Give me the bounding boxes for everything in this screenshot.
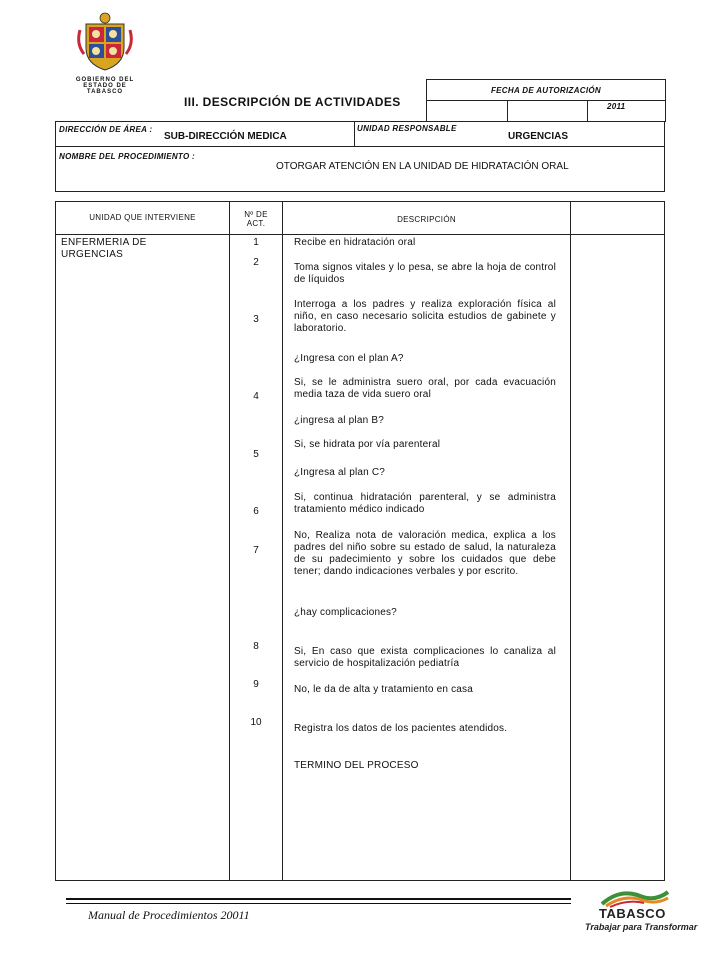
procedimiento-value: OTORGAR ATENCIÓN EN LA UNIDAD DE HIDRATACIÓN ORAL — [276, 161, 569, 172]
section-title: III. DESCRIPCIÓN DE ACTIVIDADES — [184, 95, 401, 109]
logo-line-3: TABASCO — [86, 89, 124, 95]
activity-description: No, Realiza nota de valoración medica, explica a los padres del niño sobre su estado de salud, la naturaleza de su padecimiento y sobre los cuidados que debe tener; dando indicaciones verbales y por escrito. — [294, 530, 556, 577]
act-number: 2 — [253, 257, 259, 268]
brand-name: TABASCO — [599, 906, 666, 921]
logo-line-1: GOBIERNO DEL — [75, 77, 135, 83]
direccion-label: DIRECCIÓN DE ÁREA : — [59, 125, 153, 134]
procedimiento-box — [55, 146, 665, 192]
fecha-label: FECHA DE AUTORIZACIÓN — [490, 86, 601, 95]
act-number: 1 — [253, 237, 259, 248]
activity-description: ¿hay complicaciones? — [294, 607, 397, 618]
activity-description: Recibe en hidratación oral — [294, 237, 416, 248]
col-unidad-header: UNIDAD QUE INTERVIENE — [89, 213, 196, 222]
col-divider-3 — [570, 202, 571, 880]
fecha-autorizacion-box — [426, 79, 666, 101]
fecha-divider-1 — [507, 100, 508, 121]
act-number: 5 — [253, 449, 259, 460]
activity-description: Si, se le administra suero oral, por cada evacuación media taza de vida suero oral — [294, 377, 556, 400]
fecha-year: 2011 — [607, 102, 626, 111]
direccion-divider — [354, 122, 355, 146]
act-number: 6 — [253, 506, 259, 517]
tabasco-swoosh-icon — [600, 886, 670, 908]
unidad-cell: ENFERMERIA DE URGENCIAS — [61, 237, 147, 260]
col-desc-header: DESCRIPCIÓN — [397, 215, 456, 224]
direccion-row — [55, 121, 665, 147]
footer-rule-thin — [66, 903, 571, 904]
activity-description: No, le da de alta y tratamiento en casa — [294, 684, 474, 695]
activity-description: ¿Ingresa con el plan A? — [294, 353, 404, 364]
tabasco-brand-logo — [585, 886, 698, 946]
activity-description: Registra los datos de los pacientes atendidos. — [294, 723, 508, 734]
footer-rule-thick — [66, 898, 571, 900]
act-number: 7 — [253, 545, 259, 556]
act-number: 4 — [253, 391, 259, 402]
shield-icon — [74, 10, 136, 72]
logo-line-2: ESTADO DE — [83, 83, 127, 89]
col-divider-2 — [282, 202, 283, 880]
fecha-divider-2 — [587, 100, 588, 121]
unidad-resp-label: UNIDAD RESPONSABLE — [357, 124, 457, 133]
manual-title: Manual de Procedimientos 20011 — [88, 908, 250, 922]
act-number: 10 — [250, 717, 262, 728]
state-logo — [74, 10, 136, 94]
activity-description: TERMINO DEL PROCESO — [294, 760, 419, 771]
activity-description: ¿ingresa al plan B? — [294, 415, 384, 426]
unidad-resp-value: URGENCIAS — [508, 131, 569, 142]
fecha-cells — [426, 100, 666, 122]
act-number: 8 — [253, 641, 259, 652]
procedimiento-label: NOMBRE DEL PROCEDIMIENTO : — [59, 152, 195, 161]
act-number: 3 — [253, 314, 259, 325]
activity-description: Toma signos vitales y lo pesa, se abre la hoja de control de líquidos — [294, 262, 556, 285]
activities-table — [55, 201, 665, 881]
col-act-header: Nº DE ACT. — [244, 210, 268, 228]
activity-description: Si, En caso que exista complicaciones lo canaliza al servicio de hospitalización pediatría — [294, 646, 556, 669]
col-divider-1 — [229, 202, 230, 880]
activity-description: ¿Ingresa al plan C? — [294, 467, 386, 478]
direccion-value: SUB-DIRECCIÓN MEDICA — [164, 131, 287, 142]
activity-description: Si, continua hidratación parenteral, y se administra tratamiento médico indicado — [294, 492, 556, 515]
table-header-divider — [56, 234, 664, 235]
activity-description: Si, se hidrata por vía parenteral — [294, 439, 441, 450]
brand-slogan: Trabajar para Transformar — [585, 922, 698, 932]
act-number: 9 — [253, 679, 259, 690]
activity-description: Interroga a los padres y realiza exploración física al niño, en caso necesario solicita estudios de gabinete y laboratorio. — [294, 299, 556, 334]
